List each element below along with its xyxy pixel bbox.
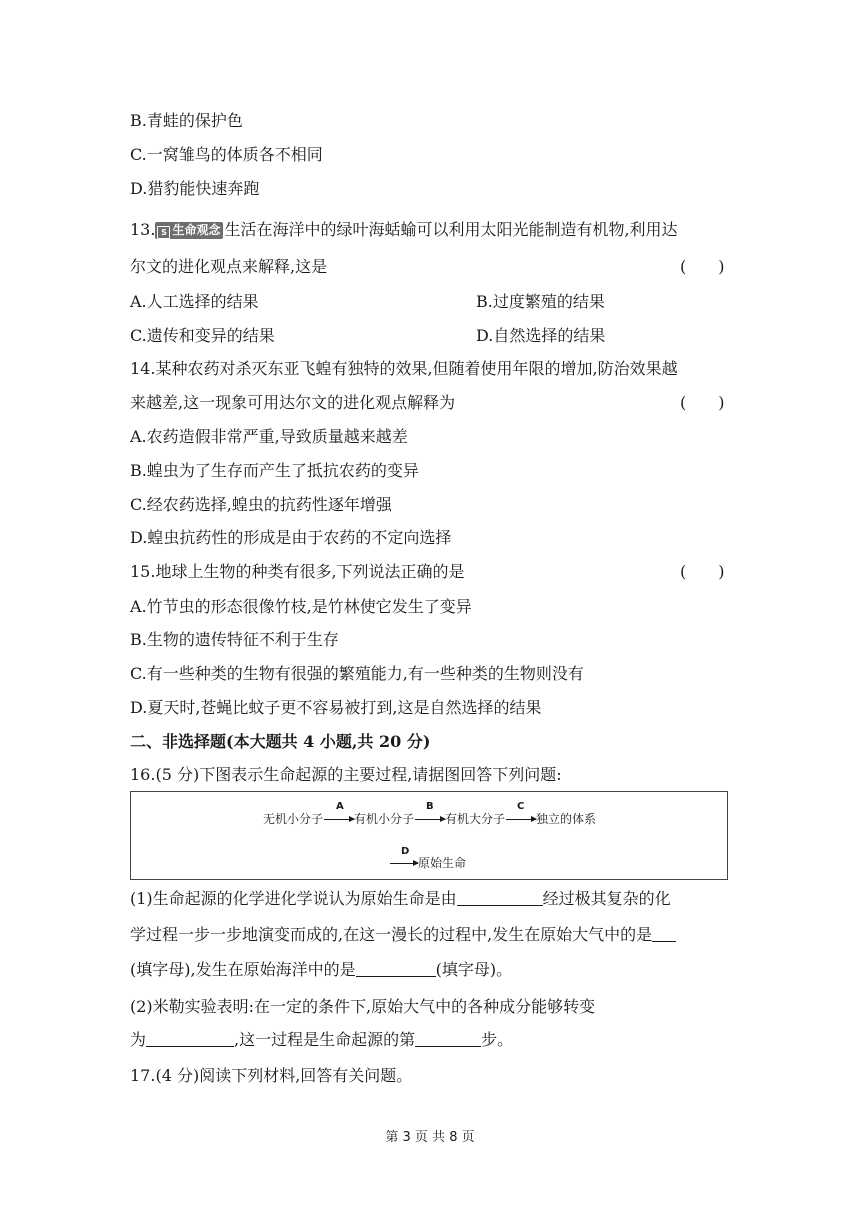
q13-stem-line1 (130, 219, 678, 241)
q17-intro: 17.(4 分)阅读下列材料,回答有关问题。 (130, 1066, 413, 1085)
q15-stem: 15.地球上生物的种类有很多,下列说法正确的是 (130, 562, 465, 581)
q16-part1-text-e: (填字母)。 (435, 960, 513, 979)
q16-part1-line2 (130, 924, 676, 946)
life-concept-badge (155, 222, 223, 239)
q15-option-b: B.生物的遗传特征不利于生存 (130, 630, 339, 649)
blank-5[interactable] (415, 1030, 481, 1047)
q14-option-b: B.蝗虫为了生存而产生了抵抗农药的变异 (130, 461, 419, 480)
node-independent-system: 独立的体系 (536, 812, 597, 826)
arrow-d-icon (390, 863, 418, 864)
q16-part2-text-d: 步。 (481, 1030, 514, 1049)
q14-answer-paren: ( ) (680, 393, 725, 412)
badge-label: 生命观念 (172, 223, 221, 237)
q16-part2-text-c: ,这一过程是生命起源的第 (234, 1030, 416, 1049)
q14-option-c: C.经农药选择,蝗虫的抗药性逐年增强 (130, 495, 392, 514)
q16-part2-line1: (2)米勒实验表明:在一定的条件下,原始大气中的各种成分能够转变 (130, 997, 596, 1016)
arrow-label-a: A (336, 801, 344, 812)
arrow-c-icon (506, 819, 536, 820)
arrow-label-c: C (517, 801, 525, 812)
q12-option-b: B.青蛙的保护色 (130, 111, 243, 130)
q15-answer-paren: ( ) (680, 562, 725, 581)
q13-number: 13. (130, 220, 156, 239)
q13-option-a: A.人工选择的结果 (130, 292, 259, 311)
q16-part1-text-d: (填字母),发生在原始海洋中的是 (130, 960, 356, 979)
q15-option-d: D.夏天时,苍蝇比蚊子更不容易被打到,这是自然选择的结果 (130, 698, 542, 717)
blank-1[interactable] (457, 889, 543, 906)
arrow-label-d: D (401, 846, 410, 857)
arrow-label-b: B (426, 801, 434, 812)
section2-heading: 二、非选择题(本大题共 4 小题,共 20 分) (130, 732, 431, 751)
q12-option-d: D.猎豹能快速奔跑 (130, 179, 260, 198)
q16-intro: 16.(5 分)下图表示生命起源的主要过程,请据图回答下列问题: (130, 765, 562, 784)
node-organic-macromolecules: 有机大分子 (445, 812, 506, 826)
blank-4[interactable] (146, 1030, 234, 1047)
node-primitive-life: 原始生命 (418, 856, 467, 870)
q13-option-d: D.自然选择的结果 (476, 326, 606, 345)
q14-stem-line1: 14.某种农药对杀灭东亚飞蝗有独特的效果,但随着使用年限的增加,防治效果越 (130, 359, 678, 378)
q16-part1-line3 (130, 959, 512, 981)
node-inorganic-small-molecules: 无机小分子 (263, 812, 324, 826)
q16-part1-text-c: 学过程一步一步地演变而成的,在这一漫长的过程中,发生在原始大气中的是 (130, 925, 653, 944)
q15-option-c: C.有一些种类的生物有很强的繁殖能力,有一些种类的生物则没有 (130, 664, 584, 683)
blank-3[interactable] (356, 960, 436, 977)
node-organic-small-molecules: 有机小分子 (354, 812, 415, 826)
blank-2[interactable] (652, 925, 676, 942)
q16-part1-text-b: 经过极其复杂的化 (542, 889, 671, 908)
arrow-b-icon (415, 819, 445, 820)
q14-stem-line2: 来越差,这一现象可用达尔文的进化观点解释为 (130, 393, 456, 412)
q13-stem-text: 生活在海洋中的绿叶海蛞蝓可以利用太阳光能制造有机物,利用达 (224, 220, 678, 239)
page-footer: 第 3 页 共 8 页 (385, 1130, 475, 1145)
q14-option-d: D.蝗虫抗药性的形成是由于农药的不定向选择 (130, 528, 452, 547)
arrow-a-icon (324, 819, 354, 820)
q16-part2-line2 (130, 1029, 513, 1051)
q14-option-a: A.农药造假非常严重,导致质量越来越差 (130, 427, 408, 446)
q12-option-c: C.一窝雏鸟的体质各不相同 (130, 145, 323, 164)
badge-s-icon: S (157, 226, 170, 239)
q13-option-b: B.过度繁殖的结果 (476, 292, 605, 311)
q13-option-c: C.遗传和变异的结果 (130, 326, 275, 345)
q15-option-a: A.竹节虫的形态很像竹枝,是竹林使它发生了变异 (130, 597, 472, 616)
life-origin-diagram (130, 791, 728, 880)
q16-part1-text-a: (1)生命起源的化学进化学说认为原始生命是由 (130, 889, 457, 908)
q16-part2-text-b: 为 (130, 1030, 147, 1049)
q16-part1-line1 (130, 888, 671, 910)
q13-answer-paren: ( ) (680, 257, 725, 276)
q13-stem-line2: 尔文的进化观点来解释,这是 (130, 257, 328, 276)
